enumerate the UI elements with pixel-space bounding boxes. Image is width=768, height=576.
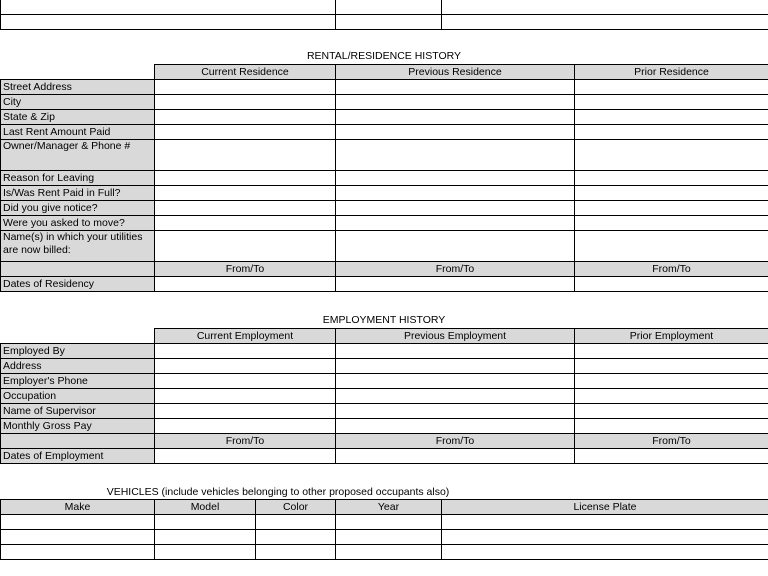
vehicles-table [0, 499, 768, 560]
input-cell[interactable] [575, 140, 768, 171]
input-cell[interactable] [155, 344, 336, 359]
row-label: Last Rent Amount Paid [1, 125, 155, 140]
input-cell[interactable] [575, 110, 768, 125]
input-cell[interactable] [256, 530, 336, 545]
input-cell[interactable] [155, 186, 336, 201]
input-cell[interactable] [336, 95, 575, 110]
rental-history-title: RENTAL/RESIDENCE HISTORY [306, 50, 462, 62]
input-cell[interactable] [575, 95, 768, 110]
input-cell[interactable] [336, 419, 575, 434]
rental-history-table [0, 64, 768, 292]
input-cell[interactable] [256, 515, 336, 530]
input-cell[interactable] [442, 530, 768, 545]
input-cell[interactable] [575, 277, 768, 292]
input-cell[interactable] [155, 389, 336, 404]
input-cell[interactable] [336, 344, 575, 359]
blank-cell[interactable] [442, 0, 768, 15]
input-cell[interactable] [155, 201, 336, 216]
input-cell[interactable] [442, 515, 768, 530]
from-to-header: From/To [155, 262, 336, 277]
input-cell[interactable] [155, 80, 336, 95]
from-to-header: From/To [155, 434, 336, 449]
input-cell[interactable] [442, 545, 768, 560]
input-cell[interactable] [336, 389, 575, 404]
blank-cell[interactable] [1, 0, 336, 15]
input-cell[interactable] [336, 404, 575, 419]
input-cell[interactable] [336, 359, 575, 374]
row-label: Were you asked to move? [1, 216, 155, 231]
input-cell[interactable] [155, 95, 336, 110]
row-label: Name(s) in which your utilities are now billed: [1, 231, 155, 262]
input-cell[interactable] [155, 231, 336, 262]
input-cell[interactable] [155, 530, 256, 545]
input-cell[interactable] [575, 216, 768, 231]
blank-label [1, 262, 155, 277]
column-header: Color [256, 500, 336, 515]
input-cell[interactable] [1, 545, 155, 560]
input-cell[interactable] [155, 449, 336, 464]
input-cell[interactable] [575, 80, 768, 95]
input-cell[interactable] [155, 545, 256, 560]
input-cell[interactable] [336, 171, 575, 186]
row-label: Reason for Leaving [1, 171, 155, 186]
employment-history-title: EMPLOYMENT HISTORY [322, 314, 446, 326]
top-partial-table [0, 0, 768, 30]
from-to-header: From/To [575, 262, 768, 277]
row-label: Is/Was Rent Paid in Full? [1, 186, 155, 201]
input-cell[interactable] [336, 80, 575, 95]
row-label: Monthly Gross Pay [1, 419, 155, 434]
input-cell[interactable] [575, 449, 768, 464]
blank-label [1, 434, 155, 449]
from-to-header: From/To [336, 262, 575, 277]
input-cell[interactable] [575, 389, 768, 404]
row-label: Owner/Manager & Phone # [1, 140, 155, 171]
input-cell[interactable] [336, 449, 575, 464]
input-cell[interactable] [155, 125, 336, 140]
input-cell[interactable] [336, 201, 575, 216]
input-cell[interactable] [336, 530, 442, 545]
employment-history-table [0, 328, 768, 464]
vehicles-title: VEHICLES (include vehicles belonging to other proposed occupants also) [106, 486, 450, 498]
input-cell[interactable] [336, 231, 575, 262]
column-header: Prior Employment [575, 329, 768, 344]
input-cell[interactable] [336, 374, 575, 389]
from-to-header: From/To [336, 434, 575, 449]
blank-cell[interactable] [336, 15, 442, 30]
input-cell[interactable] [155, 277, 336, 292]
column-header: Prior Residence [575, 65, 768, 80]
row-label: Address [1, 359, 155, 374]
input-cell[interactable] [575, 419, 768, 434]
blank-cell[interactable] [336, 0, 442, 15]
input-cell[interactable] [155, 404, 336, 419]
input-cell[interactable] [336, 277, 575, 292]
column-header: Previous Residence [336, 65, 575, 80]
row-label: Dates of Residency [1, 277, 155, 292]
row-label: Street Address [1, 80, 155, 95]
input-cell[interactable] [336, 125, 575, 140]
input-cell[interactable] [155, 140, 336, 171]
row-label: State & Zip [1, 110, 155, 125]
row-label: Name of Supervisor [1, 404, 155, 419]
input-cell[interactable] [155, 359, 336, 374]
input-cell[interactable] [575, 404, 768, 419]
row-label: Employer's Phone [1, 374, 155, 389]
input-cell[interactable] [575, 171, 768, 186]
input-cell[interactable] [575, 374, 768, 389]
input-cell[interactable] [1, 515, 155, 530]
from-to-header: From/To [575, 434, 768, 449]
input-cell[interactable] [575, 125, 768, 140]
input-cell[interactable] [336, 545, 442, 560]
input-cell[interactable] [336, 515, 442, 530]
input-cell[interactable] [336, 216, 575, 231]
input-cell[interactable] [336, 186, 575, 201]
input-cell[interactable] [336, 140, 575, 171]
column-header: Previous Employment [336, 329, 575, 344]
input-cell[interactable] [155, 515, 256, 530]
input-cell[interactable] [155, 374, 336, 389]
input-cell[interactable] [256, 545, 336, 560]
blank-cell[interactable] [1, 15, 336, 30]
row-label: Did you give notice? [1, 201, 155, 216]
input-cell[interactable] [575, 186, 768, 201]
blank-corner [1, 329, 155, 344]
input-cell[interactable] [155, 419, 336, 434]
input-cell[interactable] [155, 171, 336, 186]
input-cell[interactable] [575, 231, 768, 262]
input-cell[interactable] [336, 110, 575, 125]
column-header: Year [336, 500, 442, 515]
blank-corner [1, 65, 155, 80]
input-cell[interactable] [155, 216, 336, 231]
column-header: Make [1, 500, 155, 515]
row-label: Occupation [1, 389, 155, 404]
column-header: Current Residence [155, 65, 336, 80]
blank-cell[interactable] [442, 15, 768, 30]
column-header: License Plate [442, 500, 768, 515]
input-cell[interactable] [575, 344, 768, 359]
column-header: Current Employment [155, 329, 336, 344]
input-cell[interactable] [575, 201, 768, 216]
input-cell[interactable] [1, 530, 155, 545]
input-cell[interactable] [155, 110, 336, 125]
row-label: Employed By [1, 344, 155, 359]
input-cell[interactable] [575, 359, 768, 374]
row-label: Dates of Employment [1, 449, 155, 464]
row-label: City [1, 95, 155, 110]
column-header: Model [155, 500, 256, 515]
